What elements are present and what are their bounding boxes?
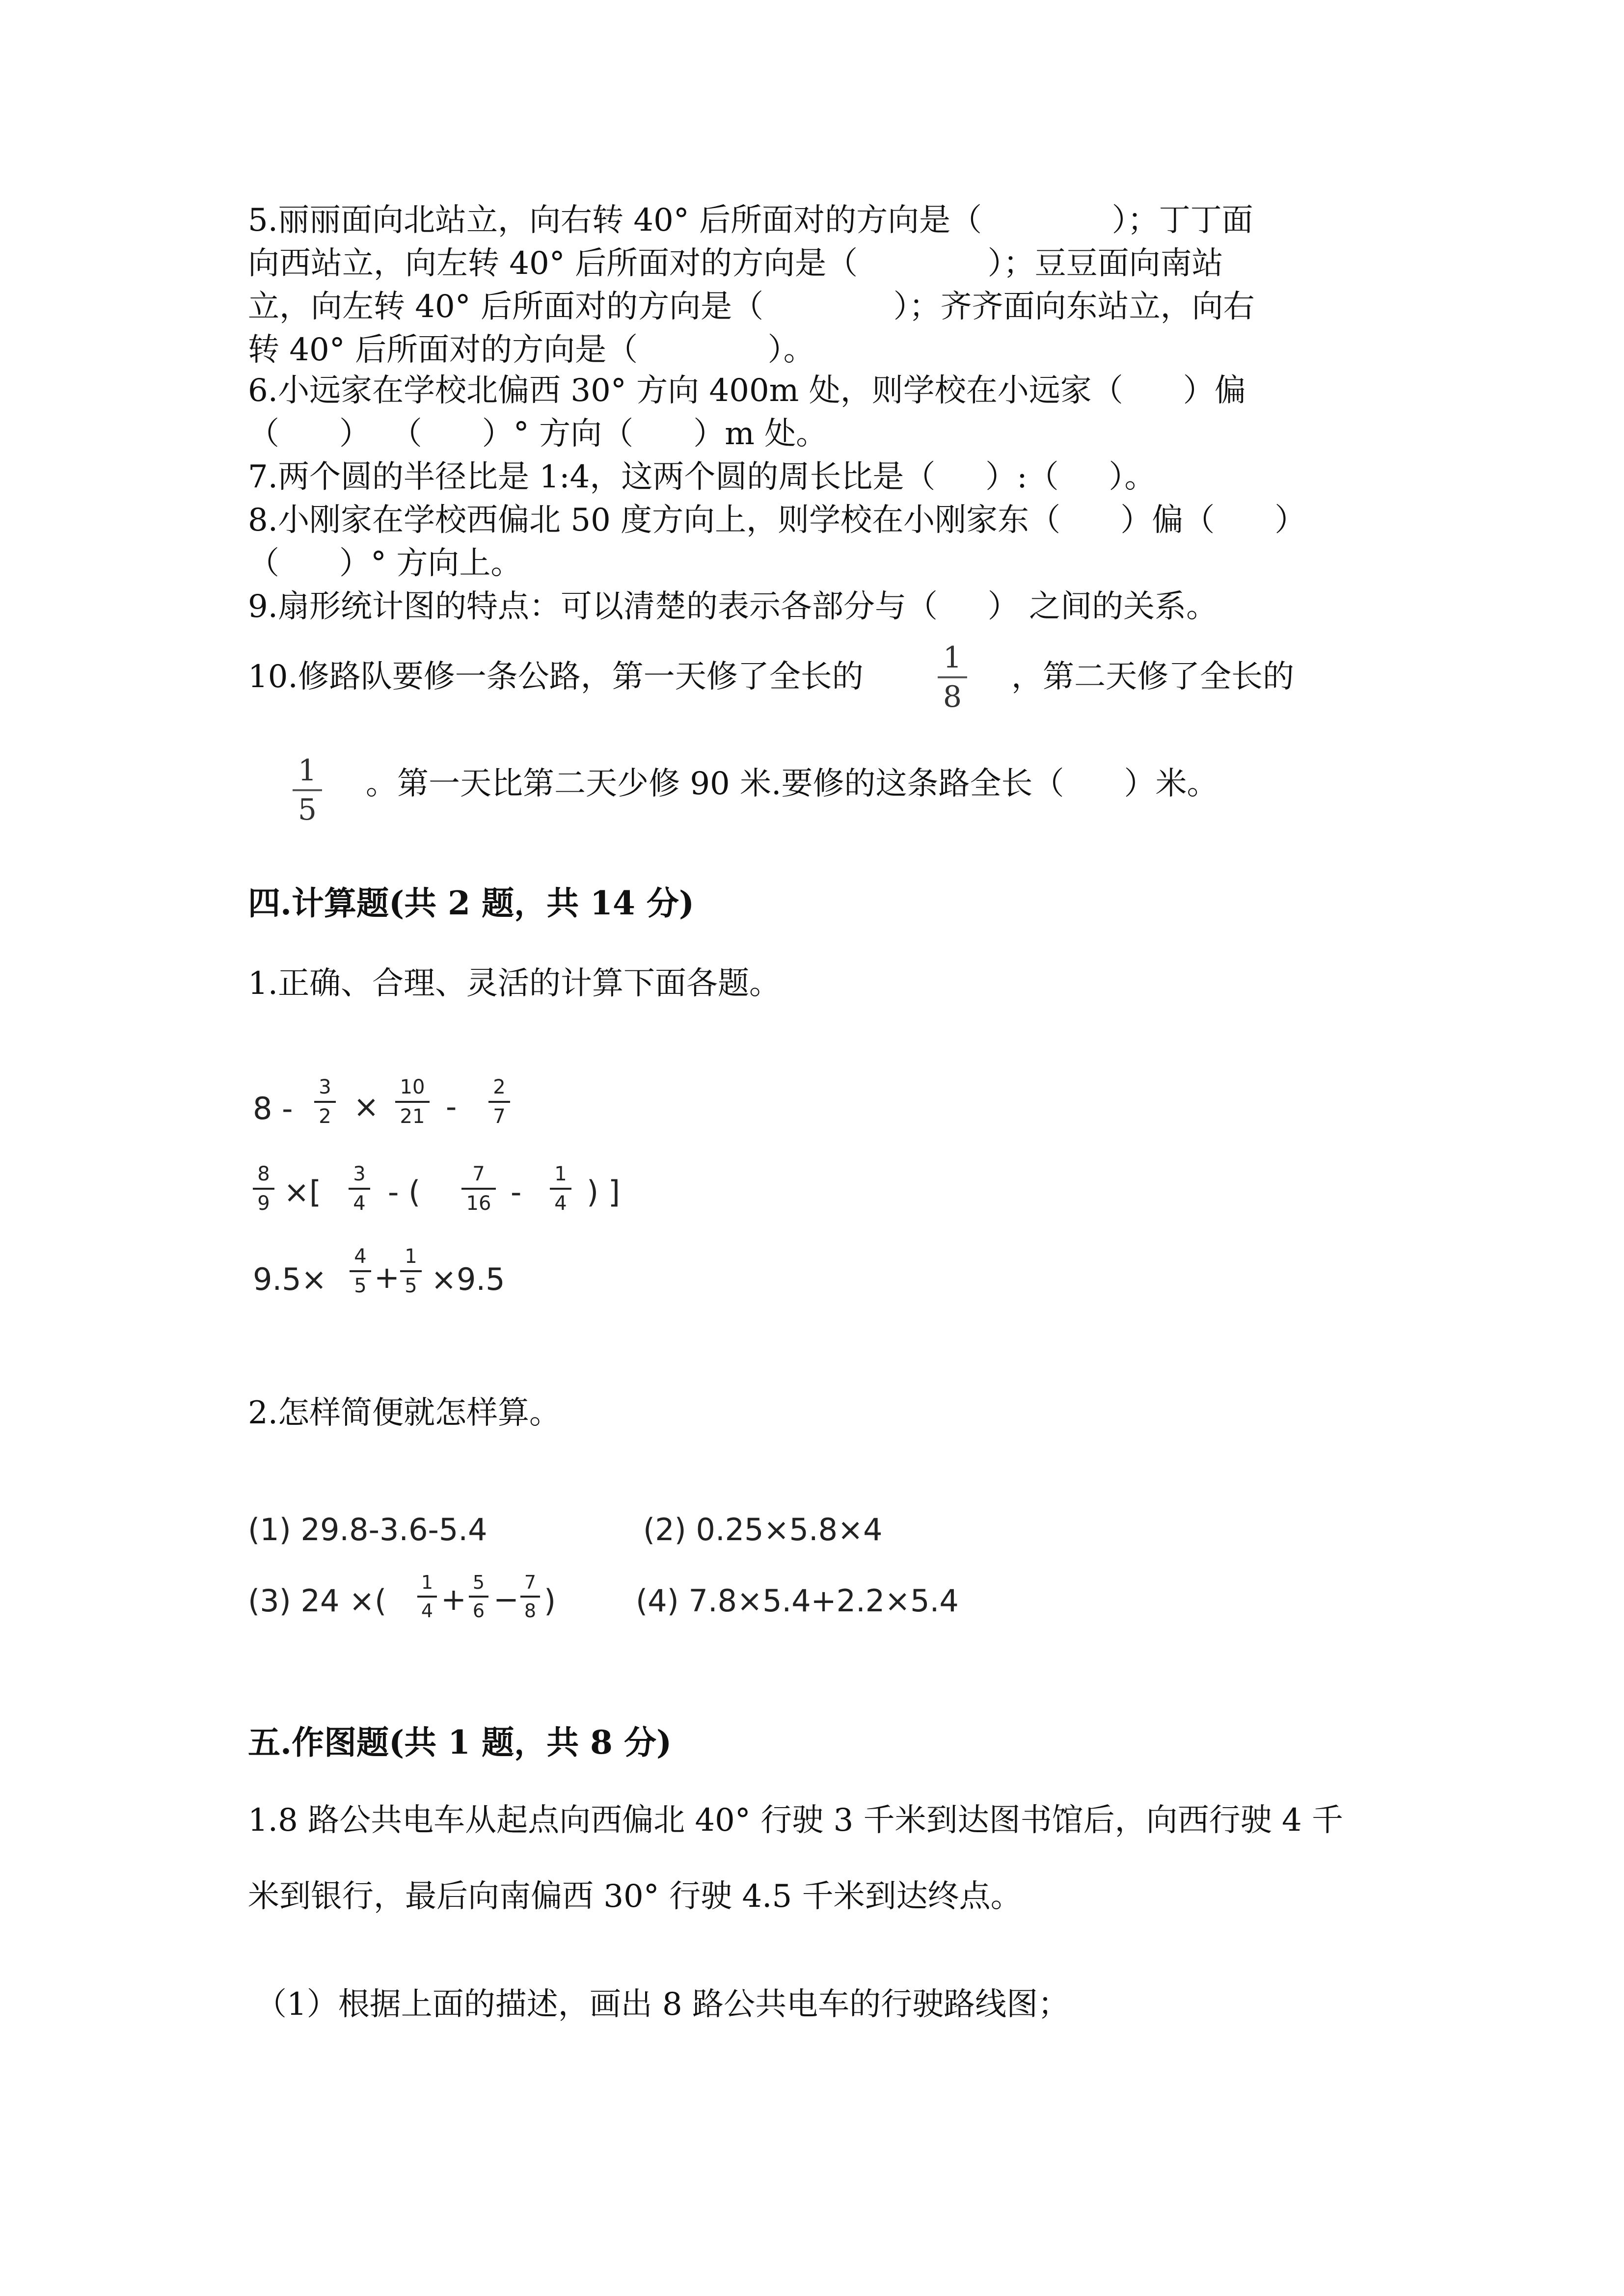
expr1-op1: ×	[353, 1089, 379, 1124]
q8-line-2: （ ）° 方向上。	[248, 545, 522, 582]
expr1-frac-3: 2 7	[488, 1077, 510, 1126]
s4-q2-p4: (4) 7.8×5.4+2.2×5.4	[636, 1583, 959, 1619]
q10-fraction-2: 1 5	[293, 756, 322, 825]
s5-q1-line-1: 1.8 路公共电车从起点向西偏北 40° 行驶 3 千米到达图书馆后，向西行驶 4 千	[248, 1802, 1344, 1839]
expr2-close: ) ]	[587, 1174, 621, 1210]
p3-frac-3: 7 8	[520, 1573, 540, 1620]
expr1-lead: 8 -	[253, 1091, 293, 1126]
q6-line-1: 6.小远家在学校北偏西 30° 方向 400m 处，则学校在小远家（ ）偏	[248, 373, 1246, 409]
q5-line-2: 向西站立，向左转 40° 后所面对的方向是（ ）；豆豆面向南站	[248, 245, 1223, 282]
expr2-frac-1: 8 9	[253, 1164, 274, 1213]
p3-op2: −	[493, 1581, 519, 1617]
q9-line: 9.扇形统计图的特点：可以清楚的表示各部分与（ ） 之间的关系。	[248, 588, 1218, 625]
s4-q2-p2: (2) 0.25×5.8×4	[643, 1512, 883, 1548]
expr2-frac-2: 3 4	[349, 1164, 370, 1213]
s4-q2-text: 2.怎样简便就怎样算。	[248, 1395, 561, 1431]
q7-line: 7.两个圆的半径比是 1:4，这两个圆的周长比是（ ）:（ ）。	[248, 459, 1156, 495]
q10-line-1a: 10.修路队要修一条公路，第一天修了全长的	[248, 659, 864, 695]
expr2-op1: ×[	[284, 1174, 322, 1210]
expr3-op1: +	[374, 1259, 400, 1295]
s4-q1-text: 1.正确、合理、灵活的计算下面各题。	[248, 965, 781, 1002]
expr1-frac-2: 10 21	[395, 1077, 430, 1126]
p3-op1: +	[441, 1581, 466, 1617]
q5-line-1: 5.丽丽面向北站立，向右转 40° 后所面对的方向是（ ）；丁丁面	[248, 202, 1253, 239]
q10-fraction-1: 1 8	[938, 643, 967, 712]
expr1-op2: -	[446, 1089, 457, 1124]
expr2-op3: -	[511, 1174, 522, 1210]
s4-q2-p3-lead: (3) 24 ×(	[248, 1583, 387, 1619]
expr2-frac-3: 7 16	[461, 1164, 496, 1213]
q10-line-1b: ，第二天修了全长的	[1011, 659, 1294, 695]
expr3-lead: 9.5×	[253, 1261, 327, 1297]
p3-frac-2: 5 6	[469, 1573, 488, 1620]
s5-sub1: （1）根据上面的描述，画出 8 路公共电车的行驶路线图；	[255, 1986, 1070, 2023]
q5-line-3: 立，向左转 40° 后所面对的方向是（ ）；齐齐面向东站立，向右	[248, 289, 1255, 325]
expr2-frac-4: 1 4	[550, 1164, 571, 1213]
expr3-tail: ×9.5	[431, 1261, 505, 1297]
expr3-frac-2: 1 5	[400, 1247, 422, 1296]
q6-line-2: （ ） （ ）° 方向（ ）m 处。	[248, 416, 828, 452]
expr1-frac-1: 3 2	[314, 1077, 336, 1126]
q8-line-1: 8.小刚家在学校西偏北 50 度方向上，则学校在小刚家东（ ）偏（ ）	[248, 502, 1306, 538]
p3-close: )	[544, 1583, 556, 1619]
q10-line-2: 。第一天比第二天少修 90 米.要修的这条路全长（ ）米。	[366, 766, 1218, 802]
p3-frac-1: 1 4	[417, 1573, 437, 1620]
section4-title: 四.计算题(共 2 题，共 14 分)	[248, 884, 695, 922]
expr3-frac-1: 4 5	[350, 1247, 371, 1296]
expr2-op2: - (	[388, 1174, 421, 1210]
s5-q1-line-2: 米到银行，最后向南偏西 30° 行驶 4.5 千米到达终点。	[248, 1878, 1022, 1915]
q5-line-4: 转 40° 后所面对的方向是（ ）。	[248, 332, 815, 368]
s4-q2-p1: (1) 29.8-3.6-5.4	[248, 1512, 487, 1548]
section5-title: 五.作图题(共 1 题，共 8 分)	[248, 1723, 672, 1762]
